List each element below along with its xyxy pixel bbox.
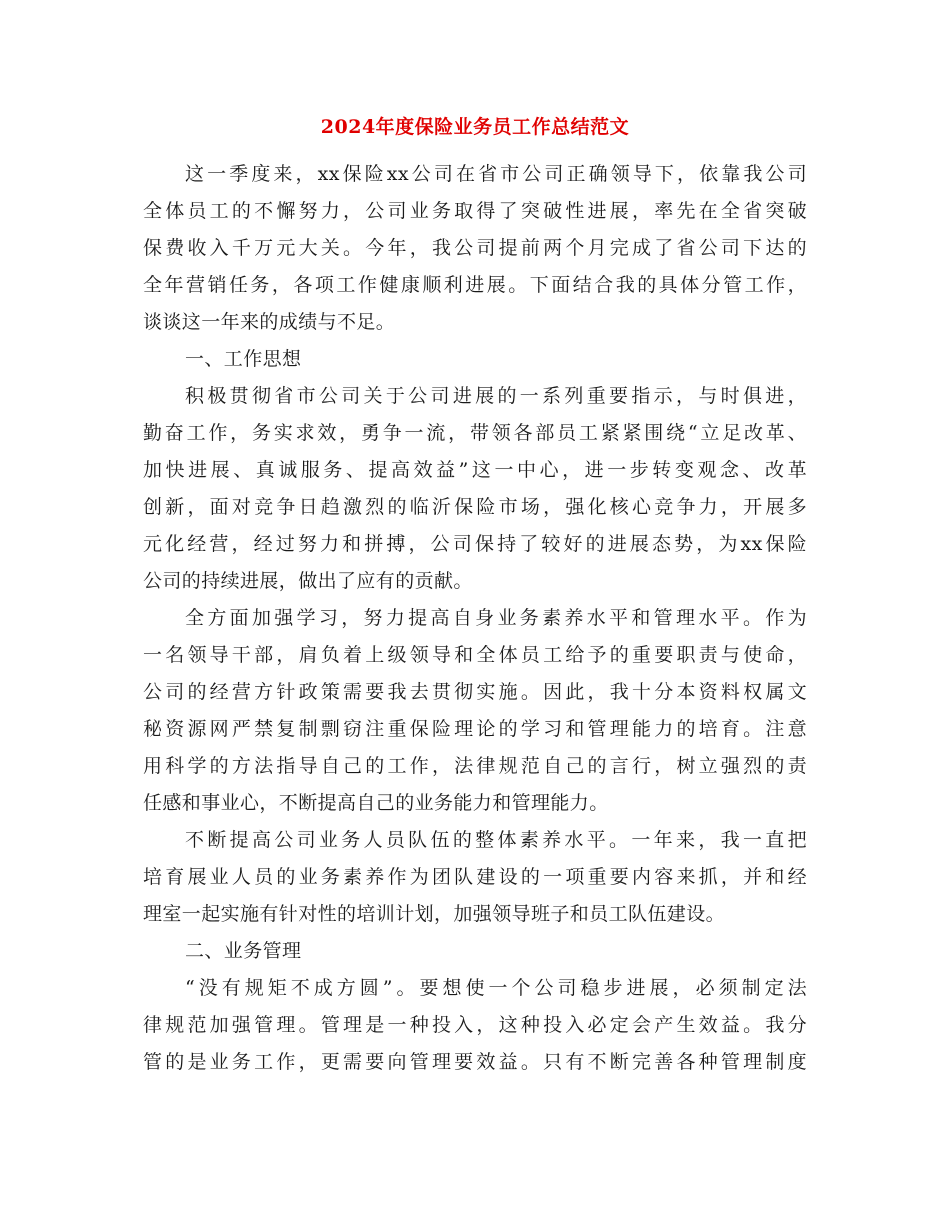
- paragraph-learning: [143, 600, 807, 822]
- text-line: 元化经营，经过努力和拼搏，公司保持了较好的进展态势，为xx保险: [143, 533, 807, 555]
- text-line: 理室一起实施有针对性的培训计划，加强领导班子和员工队伍建设。: [143, 903, 726, 925]
- text-line: 一名领导干部，肩负着上级领导和全体员工给予的重要职责与使命，: [143, 644, 807, 666]
- text-line: 全方面加强学习，努力提高自身业务素养水平和管理水平。作为: [185, 607, 807, 629]
- text-line: 勤奋工作，务实求效，勇争一流，带领各部员工紧紧围绕“立足改革、: [143, 422, 807, 444]
- text-line: 管的是业务工作，更需要向管理要效益。只有不断完善各种管理制度: [143, 1051, 807, 1073]
- text-line: 这一季度来，xx保险xx公司在省市公司正确领导下，依靠我公司: [185, 163, 807, 185]
- section-heading-work-thought: [143, 341, 807, 378]
- document-body: [143, 156, 807, 1081]
- section-heading-business-management: [143, 933, 807, 970]
- section-heading: 一、工作思想: [185, 348, 302, 370]
- text-line: 任感和事业心，不断提高自己的业务能力和管理能力。: [143, 792, 609, 814]
- text-line: 加快进展、真诚服务、提高效益”这一中心，进一步转变观念、改革: [143, 459, 807, 481]
- text-line: 不断提高公司业务人员队伍的整体素养水平。一年来，我一直把: [185, 829, 807, 851]
- text-line: 全体员工的不懈努力，公司业务取得了突破性进展，率先在全省突破: [143, 200, 807, 222]
- text-line: 培育展业人员的业务素养作为团队建设的一项重要内容来抓，并和经: [143, 866, 807, 888]
- text-line: 用科学的方法指导自己的工作，法律规范自己的言行，树立强烈的责: [143, 755, 807, 777]
- text-line: 秘资源网严禁复制剽窃注重保险理论的学习和管理能力的培育。注意: [143, 718, 807, 740]
- paragraph-management: [143, 970, 807, 1081]
- paragraph-intro: [143, 156, 807, 341]
- text-line: 公司的经营方针政策需要我去贯彻实施。因此，我十分本资料权属文: [143, 681, 807, 703]
- paragraph-work-thought: [143, 378, 807, 600]
- text-line: 公司的持续进展，做出了应有的贡献。: [143, 570, 473, 592]
- text-line: 积极贯彻省市公司关于公司进展的一系列重要指示，与时俱进，: [185, 385, 807, 407]
- section-heading: 二、业务管理: [185, 940, 302, 962]
- text-line: 保费收入千万元大关。今年，我公司提前两个月完成了省公司下达的: [143, 237, 807, 259]
- text-line: “没有规矩不成方圆”。要想使一个公司稳步进展，必须制定法: [185, 977, 807, 999]
- paragraph-team-quality: [143, 822, 807, 933]
- text-line: 全年营销任务，各项工作健康顺利进展。下面结合我的具体分管工作，: [143, 274, 807, 296]
- text-line: 创新，面对竞争日趋激烈的临沂保险市场，强化核心竞争力，开展多: [143, 496, 807, 518]
- text-line: 谈谈这一年来的成绩与不足。: [143, 311, 396, 333]
- document-title: 2024年度保险业务员工作总结范文: [320, 116, 630, 138]
- text-line: 律规范加强管理。管理是一种投入，这种投入必定会产生效益。我分: [143, 1014, 807, 1036]
